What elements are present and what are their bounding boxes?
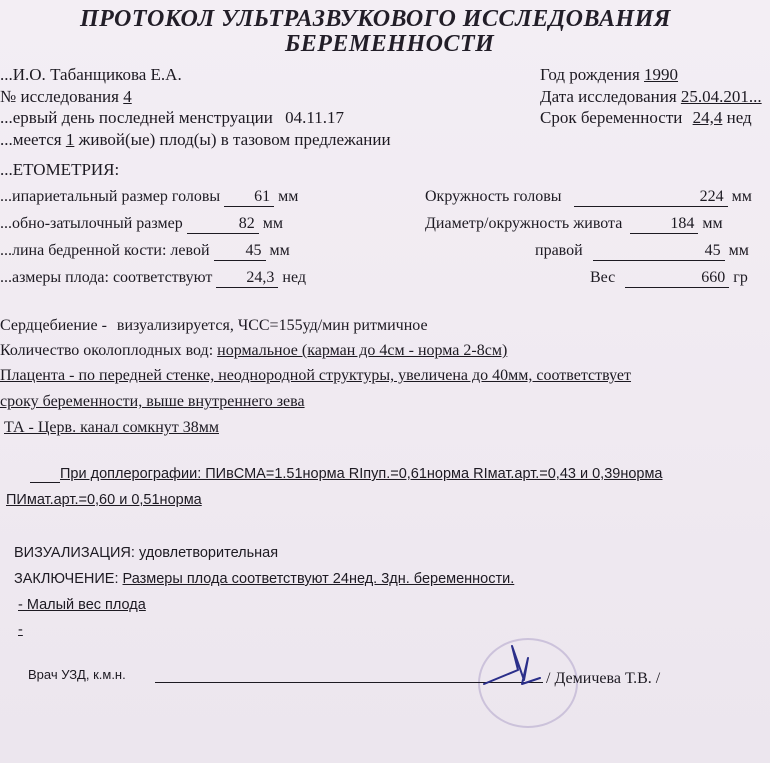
femur-right-value: 45	[593, 242, 725, 261]
exam-number-label: № исследования	[0, 87, 119, 106]
ofd-unit: мм	[262, 215, 283, 232]
doppler-line2: ПИмат.арт.=0,60 и 0,51норма	[6, 492, 202, 508]
femur-left-label: ...лина бедренной кости: левой	[0, 242, 210, 259]
femur-left-row	[0, 242, 290, 261]
fetal-size-value: 24,3	[216, 269, 278, 288]
cervix-row: ТА - Церв. канал сомкнут 38мм	[4, 419, 219, 436]
page-title: ПРОТОКОЛ УЛЬТРАЗВУКОВОГО ИССЛЕДОВАНИЯ	[80, 6, 671, 32]
weight-value: 660	[625, 269, 729, 288]
patient-name-row	[0, 65, 182, 85]
amniotic-fluid-label: Количество околоплодных вод:	[0, 342, 214, 359]
fetal-size-label: ...азмеры плода: соответствуют	[0, 269, 213, 286]
bpd-unit: мм	[278, 188, 299, 205]
hc-value: 224	[574, 188, 728, 207]
patient-name-label: ...И.О.	[0, 65, 46, 84]
exam-date-label: Дата исследования	[540, 87, 677, 106]
lmp-label: ...ервый день последней менструации	[0, 108, 273, 127]
visualization-label: ВИЗУАЛИЗАЦИЯ:	[14, 545, 135, 561]
femur-left-value: 45	[214, 242, 266, 261]
fetometry-heading: ...ЕТОМЕТРИЯ:	[0, 160, 120, 179]
femur-right-row	[535, 242, 749, 261]
fetal-size-row	[0, 269, 306, 288]
bpd-label: ...ипариетальный размер головы	[0, 188, 221, 205]
visualization-row	[14, 545, 278, 561]
femur-right-label: правой	[535, 242, 583, 259]
fetus-count: 1	[65, 130, 75, 149]
lmp-row	[0, 108, 344, 128]
doctor-label: Врач УЗД, к.м.н.	[28, 667, 126, 682]
doppler-indent-line	[30, 482, 60, 483]
amniotic-fluid-text: нормальное (карман до 4см - норма 2-8см)	[217, 342, 508, 359]
ac-row	[425, 215, 723, 234]
placenta-line2: сроку беременности, выше внутреннего зева	[0, 393, 305, 410]
doctor-name: / Демичева Т.В. /	[546, 670, 661, 687]
exam-number-value: 4	[123, 87, 132, 106]
weight-label: Вес	[590, 269, 616, 286]
visualization-value: удовлетворительная	[138, 545, 279, 561]
fetus-row	[0, 130, 391, 150]
conclusion-row	[14, 571, 514, 587]
term-unit: нед	[726, 108, 752, 127]
heartbeat-text: визуализируется, ЧСС=155уд/мин ритмичное	[116, 317, 428, 334]
weight-row	[590, 269, 748, 288]
amniotic-fluid-row	[0, 342, 507, 360]
ofd-value: 82	[187, 215, 259, 234]
fetus-text-a: ...меется	[0, 130, 62, 149]
conclusion-note-1: - Малый вес плода	[18, 597, 146, 613]
heartbeat-row	[0, 317, 428, 335]
term-label: Срок беременности	[540, 108, 683, 127]
conclusion-note-2: -	[18, 622, 23, 638]
ac-label: Диаметр/окружность живота	[425, 215, 623, 232]
birth-year-value: 1990	[644, 65, 679, 84]
bpd-value: 61	[224, 188, 274, 207]
exam-number-row	[0, 87, 132, 107]
conclusion-value: Размеры плода соответствуют 24нед. 3дн. беременности.	[122, 571, 515, 587]
femur-right-unit: мм	[728, 242, 749, 259]
femur-left-unit: мм	[269, 242, 290, 259]
heartbeat-label: Сердцебиение -	[0, 317, 107, 334]
exam-date-row	[540, 87, 762, 107]
ac-unit: мм	[702, 215, 723, 232]
exam-date-value: 25.04.201...	[680, 87, 762, 106]
birth-year-label: Год рождения	[540, 65, 640, 84]
patient-name-value: Табанщикова Е.А.	[50, 65, 182, 84]
doppler-line1: При доплерографии: ПИвСМА=1.51норма RIпуп.=0,61норма RIмат.арт.=0,43 и 0,39норма	[60, 466, 663, 482]
page-title-line2: БЕРЕМЕННОСТИ	[285, 31, 495, 57]
ofd-row	[0, 215, 283, 234]
signature-scribble	[478, 640, 548, 690]
birth-year-row	[540, 65, 678, 85]
term-row	[540, 108, 752, 128]
ac-value: 184	[630, 215, 698, 234]
bpd-row	[0, 188, 298, 207]
hc-row	[425, 188, 752, 207]
fetal-size-unit: нед	[282, 269, 307, 286]
term-value: 24,4	[692, 108, 723, 127]
lmp-value: 04.11.17	[285, 108, 344, 127]
hc-label: Окружность головы	[425, 188, 562, 205]
ofd-label: ...обно-затылочный размер	[0, 215, 183, 232]
fetus-text-b: живой(ые) плод(ы) в тазовом предлежании	[78, 130, 391, 149]
placenta-line1: Плацента - по передней стенке, неоднородной структуры, увеличена до 40мм, соответствует	[0, 367, 632, 384]
conclusion-label: ЗАКЛЮЧЕНИЕ:	[14, 571, 119, 587]
weight-unit: гр	[733, 269, 748, 286]
hc-unit: мм	[731, 188, 752, 205]
